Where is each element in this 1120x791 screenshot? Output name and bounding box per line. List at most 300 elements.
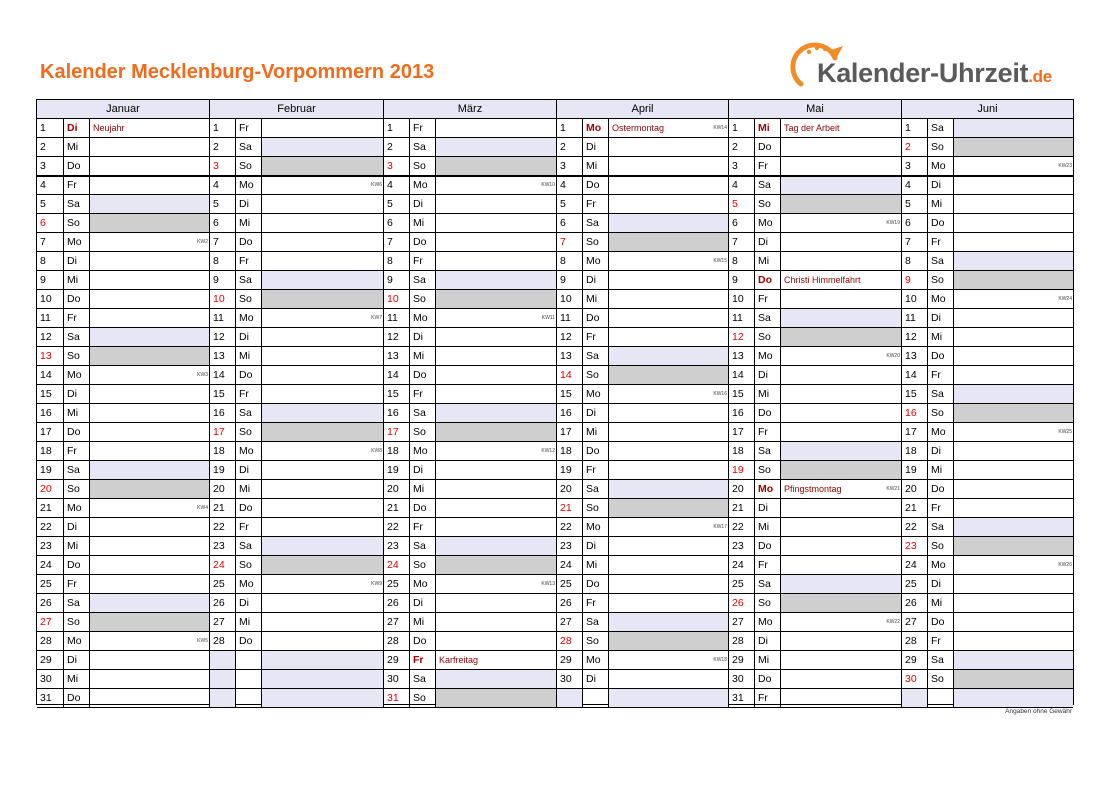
weekday-label: Do [63, 423, 89, 442]
day-number: 11 [383, 309, 409, 328]
weekday-label: Mi [754, 651, 780, 670]
day-number: 19 [901, 461, 927, 480]
day-number: 31 [40, 692, 52, 704]
weekday-label: Sa [63, 594, 89, 613]
month-header: Mai [728, 100, 901, 119]
day-number: 11 [556, 309, 582, 328]
weekday-label: Di [409, 328, 435, 347]
weekday-label: So [235, 290, 261, 309]
info-cell [953, 613, 1073, 632]
info-cell [953, 195, 1073, 214]
empty-cell [608, 689, 728, 708]
row-divider [37, 232, 1073, 233]
row-divider [37, 650, 1073, 651]
info-cell [435, 480, 556, 499]
info-cell [89, 252, 209, 271]
info-cell [89, 499, 209, 518]
info-cell [89, 651, 209, 670]
info-cell [608, 309, 728, 328]
info-cell [261, 157, 383, 176]
day-number: 29 [556, 651, 582, 670]
weekday-label: Mi [235, 214, 261, 233]
info-cell [953, 404, 1073, 423]
day-number: 30 [556, 670, 582, 689]
day-number: 11 [209, 309, 235, 328]
info-cell [89, 632, 209, 651]
weekday-label: Sa [927, 651, 953, 670]
day-number: 30 [901, 670, 927, 689]
info-cell [435, 176, 556, 195]
info-cell [608, 252, 728, 271]
info-cell [953, 632, 1073, 651]
weekday-label: Mi [582, 157, 608, 176]
week-number-label: KW6 [371, 182, 382, 188]
day-number: 14 [40, 369, 52, 381]
info-cell [608, 499, 728, 518]
day-number: 15 [556, 385, 582, 404]
month-header: Juni [901, 100, 1073, 119]
weekday-label: Sa [927, 385, 953, 404]
weekday-label: Sa [235, 138, 261, 157]
page-title: Kalender Mecklenburg-Vorpommern 2013 [40, 61, 435, 83]
weekday-label: Di [235, 461, 261, 480]
day-number: 21 [901, 499, 927, 518]
weekday-label: Fr [409, 518, 435, 537]
day-number: 22 [901, 518, 927, 537]
holiday-cell [780, 271, 901, 290]
weekday-label: So [63, 347, 89, 366]
weekday-label: Di [63, 119, 89, 138]
info-cell [261, 195, 383, 214]
weekday-label: Sa [63, 195, 89, 214]
row-divider [37, 669, 1073, 670]
row-divider [37, 422, 1073, 423]
weekday-label: Di [63, 518, 89, 537]
row-divider [37, 441, 1073, 442]
info-cell [953, 575, 1073, 594]
day-number: 5 [40, 198, 46, 210]
weekday-label: So [235, 157, 261, 176]
weekday-label: Fr [235, 119, 261, 138]
weekday-label: Sa [235, 404, 261, 423]
day-number: 20 [728, 480, 754, 499]
info-cell [435, 347, 556, 366]
day-number: 8 [383, 252, 409, 271]
info-cell [435, 499, 556, 518]
weekday-label: Mo [63, 366, 89, 385]
weekday-label: Fr [63, 442, 89, 461]
weekday-label: Di [754, 499, 780, 518]
info-cell [608, 670, 728, 689]
weekday-label: Sa [582, 347, 608, 366]
info-cell [780, 689, 901, 708]
day-number: 19 [383, 461, 409, 480]
info-cell [608, 404, 728, 423]
info-cell [780, 214, 901, 233]
calendar-grid [36, 99, 1074, 705]
weekday-label: So [927, 537, 953, 556]
day-number: 16 [901, 404, 927, 423]
day-number: 5 [728, 195, 754, 214]
empty-cell [235, 670, 261, 689]
weekday-label: Do [582, 442, 608, 461]
empty-cell [235, 689, 261, 708]
weekday-label: So [63, 214, 89, 233]
info-cell [953, 480, 1073, 499]
info-cell [261, 271, 383, 290]
weekday-label: Mo [927, 556, 953, 575]
day-number: 13 [901, 347, 927, 366]
weekday-label: Sa [63, 461, 89, 480]
weekday-label: Mo [582, 651, 608, 670]
weekday-label: Mo [235, 176, 261, 195]
day-number: 10 [728, 290, 754, 309]
weekday-label: Do [235, 499, 261, 518]
weekday-label: Di [582, 537, 608, 556]
info-cell [89, 138, 209, 157]
info-cell [608, 328, 728, 347]
weekday-label: Mo [754, 347, 780, 366]
day-number: 25 [40, 578, 52, 590]
info-cell [608, 366, 728, 385]
info-cell [89, 404, 209, 423]
weekday-label: So [409, 556, 435, 575]
empty-cell [209, 651, 235, 670]
info-cell [435, 271, 556, 290]
day-number: 9 [40, 274, 46, 286]
info-cell [953, 594, 1073, 613]
day-number: 29 [901, 651, 927, 670]
day-number: 14 [556, 366, 582, 385]
weekday-label: Mi [409, 347, 435, 366]
day-number: 27 [209, 613, 235, 632]
day-number: 7 [209, 233, 235, 252]
day-number: 28 [383, 632, 409, 651]
day-number: 28 [209, 632, 235, 651]
weekday-label: Fr [754, 157, 780, 176]
weekday-label: Sa [235, 271, 261, 290]
weekday-label: Mi [754, 518, 780, 537]
weekday-label: Fr [409, 385, 435, 404]
info-cell [780, 423, 901, 442]
day-number: 24 [556, 556, 582, 575]
weekday-label: Mo [927, 423, 953, 442]
row-divider [37, 479, 1073, 480]
day-number: 23 [209, 537, 235, 556]
day-number: 16 [728, 404, 754, 423]
day-number: 13 [40, 350, 52, 362]
info-cell [953, 537, 1073, 556]
weekday-label: So [754, 594, 780, 613]
week-number-label: KW8 [371, 448, 382, 454]
weekday-label: Mo [63, 499, 89, 518]
empty-cell [953, 689, 1073, 708]
day-number: 7 [901, 233, 927, 252]
day-number: 14 [383, 366, 409, 385]
day-number: 20 [209, 480, 235, 499]
holiday-cell [435, 651, 556, 670]
day-number: 16 [40, 407, 52, 419]
weekday-label: So [409, 157, 435, 176]
day-number: 27 [383, 613, 409, 632]
month-header: Januar [37, 100, 209, 119]
info-cell [261, 499, 383, 518]
weekday-label: Do [754, 271, 780, 290]
day-number: 12 [901, 328, 927, 347]
weekday-label: Fr [754, 689, 780, 708]
info-cell [953, 518, 1073, 537]
day-number: 4 [728, 176, 754, 195]
info-cell [780, 138, 901, 157]
week-number-label: KW15 [713, 258, 727, 264]
weekday-label: Di [927, 309, 953, 328]
day-number: 22 [383, 518, 409, 537]
day-number: 24 [901, 556, 927, 575]
day-number: 15 [209, 385, 235, 404]
weekday-label: Mi [927, 195, 953, 214]
info-cell [608, 290, 728, 309]
row-divider [37, 498, 1073, 499]
info-cell [435, 309, 556, 328]
day-number: 28 [901, 632, 927, 651]
info-cell [435, 575, 556, 594]
weekday-label: Mo [754, 480, 780, 499]
info-cell [261, 575, 383, 594]
day-number: 20 [556, 480, 582, 499]
weekday-label: Fr [235, 385, 261, 404]
info-cell [89, 195, 209, 214]
weekday-label: Sa [409, 271, 435, 290]
info-cell [89, 157, 209, 176]
info-cell [608, 214, 728, 233]
weekday-label: Fr [927, 499, 953, 518]
day-number: 14 [901, 366, 927, 385]
day-number: 30 [728, 670, 754, 689]
day-number: 16 [383, 404, 409, 423]
weekday-label: Mi [409, 613, 435, 632]
weekday-label: Di [63, 651, 89, 670]
info-cell [780, 632, 901, 651]
info-cell [261, 309, 383, 328]
day-number: 12 [728, 328, 754, 347]
weekday-label: Mi [63, 271, 89, 290]
info-cell [953, 309, 1073, 328]
day-number: 29 [383, 651, 409, 670]
logo[interactable] [787, 36, 1067, 96]
day-number: 16 [209, 404, 235, 423]
info-cell [608, 461, 728, 480]
info-cell [435, 233, 556, 252]
info-cell [89, 176, 209, 195]
info-cell [89, 480, 209, 499]
weekday-label: Sa [754, 309, 780, 328]
day-number: 22 [40, 521, 52, 533]
day-number: 5 [556, 195, 582, 214]
info-cell [953, 328, 1073, 347]
day-number: 19 [728, 461, 754, 480]
info-cell [89, 442, 209, 461]
info-cell [953, 271, 1073, 290]
weekday-label: Di [754, 233, 780, 252]
weekday-label: Mi [235, 480, 261, 499]
day-number: 13 [209, 347, 235, 366]
info-cell [89, 214, 209, 233]
weekday-label: Sa [582, 480, 608, 499]
info-cell [780, 328, 901, 347]
day-number: 29 [728, 651, 754, 670]
weekday-label: Do [63, 157, 89, 176]
info-cell [435, 119, 556, 138]
day-number: 22 [728, 518, 754, 537]
info-cell [780, 233, 901, 252]
day-number: 11 [728, 309, 754, 328]
day-number: 5 [383, 195, 409, 214]
weekday-label: So [927, 404, 953, 423]
day-number: 17 [556, 423, 582, 442]
weekday-label: Sa [927, 252, 953, 271]
info-cell [89, 613, 209, 632]
info-cell [953, 119, 1073, 138]
weekday-label: So [754, 328, 780, 347]
day-number: 17 [209, 423, 235, 442]
empty-cell [582, 689, 608, 708]
weekday-label: Mo [235, 442, 261, 461]
day-number: 7 [40, 236, 46, 248]
day-number: 7 [728, 233, 754, 252]
holiday-name: Neujahr [93, 123, 125, 133]
day-number: 7 [383, 233, 409, 252]
day-number: 30 [383, 670, 409, 689]
weekday-label: Do [409, 632, 435, 651]
weekday-label: Fr [582, 195, 608, 214]
info-cell [608, 176, 728, 195]
day-number: 25 [556, 575, 582, 594]
weekday-label: Do [235, 632, 261, 651]
info-cell [608, 651, 728, 670]
day-number: 21 [40, 502, 52, 514]
holiday-name: Tag der Arbeit [784, 123, 840, 133]
weekday-label: So [235, 423, 261, 442]
day-number: 23 [383, 537, 409, 556]
info-cell [435, 290, 556, 309]
info-cell [435, 594, 556, 613]
info-cell [608, 442, 728, 461]
weekday-label: Mo [582, 252, 608, 271]
weekday-label: Mo [582, 385, 608, 404]
header-divider [37, 118, 1073, 119]
row-divider [37, 536, 1073, 537]
info-cell [261, 480, 383, 499]
day-number: 10 [40, 293, 52, 305]
info-cell [89, 233, 209, 252]
weekday-label: Mi [63, 138, 89, 157]
info-cell [953, 290, 1073, 309]
weekday-label: Di [582, 670, 608, 689]
weekday-label: Fr [63, 575, 89, 594]
week-number-label: KW14 [713, 125, 727, 131]
info-cell [780, 442, 901, 461]
row-divider [37, 612, 1073, 613]
info-cell [261, 632, 383, 651]
day-number: 1 [901, 119, 927, 138]
row-divider [37, 156, 1073, 157]
day-number: 13 [556, 347, 582, 366]
day-number: 9 [728, 271, 754, 290]
weekday-label: So [754, 461, 780, 480]
info-cell [608, 157, 728, 176]
weekday-label: Fr [927, 233, 953, 252]
day-number: 12 [556, 328, 582, 347]
weekday-label: So [754, 195, 780, 214]
day-number: 14 [209, 366, 235, 385]
weekday-label: Di [409, 594, 435, 613]
info-cell [89, 309, 209, 328]
info-cell [953, 138, 1073, 157]
day-number: 28 [728, 632, 754, 651]
weekday-label: Sa [409, 138, 435, 157]
holiday-name: Christi Himmelfahrt [784, 275, 861, 285]
day-number: 22 [556, 518, 582, 537]
day-number: 1 [728, 119, 754, 138]
day-number: 3 [40, 160, 46, 172]
info-cell [261, 119, 383, 138]
week-number-label: KW9 [371, 581, 382, 587]
day-number: 25 [383, 575, 409, 594]
day-number: 26 [901, 594, 927, 613]
info-cell [261, 366, 383, 385]
weekday-label: So [235, 556, 261, 575]
holiday-cell [780, 480, 901, 499]
weekday-label: Mo [235, 309, 261, 328]
info-cell [89, 689, 209, 708]
day-number: 31 [728, 689, 754, 708]
day-number: 4 [383, 176, 409, 195]
info-cell [435, 613, 556, 632]
week-number-label: KW24 [1058, 296, 1072, 302]
week-number-label: KW2 [197, 239, 208, 245]
info-cell [608, 195, 728, 214]
info-cell [780, 613, 901, 632]
day-number: 7 [556, 233, 582, 252]
weekday-label: Di [582, 138, 608, 157]
info-cell [261, 613, 383, 632]
weekday-label: Di [754, 632, 780, 651]
weekday-label: Di [582, 404, 608, 423]
holiday-name: Ostermontag [612, 123, 665, 133]
info-cell [435, 328, 556, 347]
logo-text: Kalender-Uhrzeit.de [817, 58, 1052, 88]
weekday-label: Mi [754, 385, 780, 404]
day-number: 27 [40, 616, 52, 628]
day-number: 24 [728, 556, 754, 575]
day-number: 1 [556, 119, 582, 138]
info-cell [953, 442, 1073, 461]
info-cell [608, 480, 728, 499]
info-cell [953, 214, 1073, 233]
empty-cell [927, 689, 953, 708]
empty-cell [901, 689, 927, 708]
day-number: 24 [383, 556, 409, 575]
info-cell [435, 518, 556, 537]
day-number: 5 [901, 195, 927, 214]
day-number: 18 [383, 442, 409, 461]
weekday-label: Di [582, 271, 608, 290]
info-cell [780, 309, 901, 328]
day-number: 18 [556, 442, 582, 461]
weekday-label: Fr [582, 461, 608, 480]
info-cell [953, 499, 1073, 518]
day-number: 10 [901, 290, 927, 309]
